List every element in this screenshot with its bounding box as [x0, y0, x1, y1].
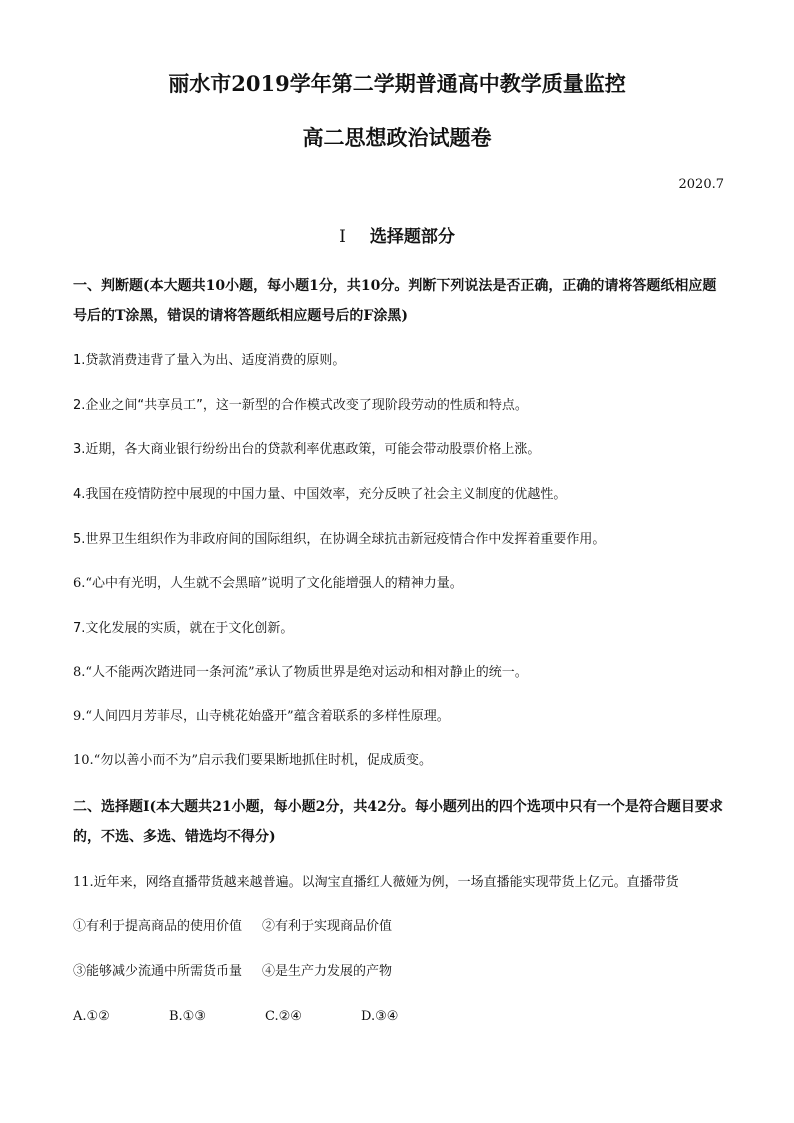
question-10: 10.“勿以善小而不为”启示我们要果断地抓住时机，促成质变。 — [73, 753, 432, 768]
q11-option-4: ④是生产力发展的产物 — [262, 964, 393, 979]
question-3: 3.近期，各大商业银行纷纷出台的贷款利率优惠政策，可能会带动股票价格上涨。 — [73, 442, 541, 457]
section-heading-text: 选择题部分 — [369, 227, 455, 247]
q11-answer-c: C.②④ — [265, 1009, 302, 1024]
part2-instruction: 二、选择题Ⅰ(本大题共21小题，每小题2分，共42分。每小题列出的四个选项中只有一个是符合题目要求的，不选、多选、错选均不得分) — [73, 799, 723, 845]
question-4: 4.我国在疫情防控中展现的中国力量、中国效率，充分反映了社会主义制度的优越性。 — [73, 487, 567, 502]
section-roman-numeral: Ⅰ — [339, 227, 346, 247]
exam-title: 丽水市2019学年第二学期普通高中教学质量监控 — [168, 71, 626, 96]
q11-answer-d: D.③④ — [361, 1009, 399, 1024]
question-1: 1.贷款消费违背了量入为出、适度消费的原则。 — [73, 353, 346, 368]
section-heading — [0, 226, 794, 248]
question-2: 2.企业之间“共享员工”，这一新型的合作模式改变了现阶段劳动的性质和特点。 — [73, 398, 528, 413]
q11-option-3: ③能够减少流通中所需货币量 — [73, 964, 243, 979]
question-11-answer-choices — [73, 1008, 457, 1026]
question-9: 9.“人间四月芳菲尽，山寺桃花始盛开”蕴含着联系的多样性原理。 — [73, 709, 450, 724]
q11-option-1: ①有利于提高商品的使用价值 — [73, 919, 243, 934]
exam-subtitle: 高二思想政治试题卷 — [302, 125, 492, 150]
question-8: 8.“人不能两次踏进同一条河流”承认了物质世界是绝对运动和相对静止的统一。 — [73, 665, 528, 680]
question-7: 7.文化发展的实质，就在于文化创新。 — [73, 621, 294, 636]
q11-answer-b: B.①③ — [169, 1009, 206, 1024]
part1-instruction: 一、判断题(本大题共10小题，每小题1分，共10分。判断下列说法是否正确，正确的请将答题纸相应题号后的T涂黑，错误的请将答题纸相应题号后的F涂黑) — [73, 278, 717, 324]
q11-option-2: ②有利于实现商品价值 — [262, 919, 393, 934]
question-11-stem: 11.近年来，网络直播带货越来越普遍。以淘宝直播红人薇娅为例，一场直播能实现带货上亿元。直播带货 — [73, 875, 679, 890]
question-11-options-row-2 — [73, 963, 392, 981]
exam-date: 2020.7 — [678, 177, 724, 192]
q11-answer-a: A.①② — [73, 1009, 110, 1024]
question-6: 6.“心中有光明，人生就不会黑暗”说明了文化能增强人的精神力量。 — [73, 576, 463, 591]
question-11-options-row-1 — [73, 918, 392, 936]
question-5: 5.世界卫生组织作为非政府间的国际组织，在协调全球抗击新冠疫情合作中发挥着重要作用。 — [73, 532, 606, 547]
